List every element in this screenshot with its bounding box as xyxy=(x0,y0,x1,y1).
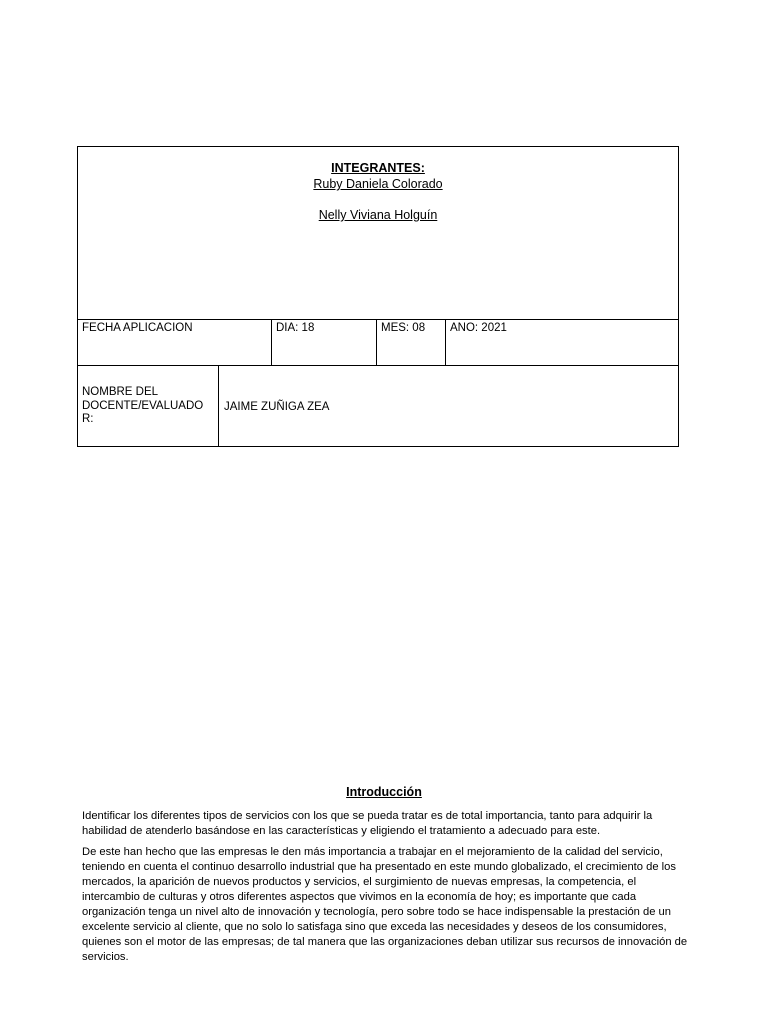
intro-paragraph: Identificar los diferentes tipos de servicios con los que se pueda tratar es de total importancia, tanto para adquirir la habilidad de atenderlo basándose en las características y eligiendo el tratamiento a adecuado para este. xyxy=(82,810,653,837)
teacher-name: JAIME ZUÑIGA ZEA xyxy=(224,401,330,413)
cell-divider xyxy=(218,366,219,447)
dia-cell: DIA: 18 xyxy=(271,320,376,365)
introduction-heading: Introducción xyxy=(346,785,422,799)
ano-cell: ANO: 2021 xyxy=(445,320,679,365)
member-name: Nelly Viviana Holguín xyxy=(318,208,438,222)
members-title: INTEGRANTES: xyxy=(331,161,425,175)
header-table xyxy=(77,146,679,447)
intro-paragraph: De este han hecho que las empresas le den más importancia a trabajar en el mejoramiento de la calidad del servicio, teniendo en cuenta el continuo desarrollo industrial que ha presentado en este mundo globalizado, el crecimiento de los mercados, la aparición de nuevos productos y servicios, el surgimiento de nuevas empresas, la competencia, el intercambio de culturas y otros diferentes aspectos que vivimos en la economía de hoy; es importante que cada organización tenga un nivel alto de innovación y tecnología, pero sobre todo se hace indispensable la prestación de un excelente servicio al cliente, que no solo lo satisfaga sino que exceda las necesidades y deseos de los consumidores, quienes son el motor de las empresas; de tal manera que las organizaciones deban utilizar sus recursos de innovación de servicios. xyxy=(82,846,688,963)
fecha-aplicacion-label: FECHA APLICACION xyxy=(82,322,193,334)
member-name: Ruby Daniela Colorado xyxy=(313,177,443,191)
teacher-row xyxy=(78,365,678,447)
teacher-label: NOMBRE DEL DOCENTE/EVALUADO R: xyxy=(82,386,204,425)
members-block xyxy=(78,160,678,223)
mes-cell: MES: 08 xyxy=(376,320,445,365)
date-row xyxy=(78,319,678,365)
